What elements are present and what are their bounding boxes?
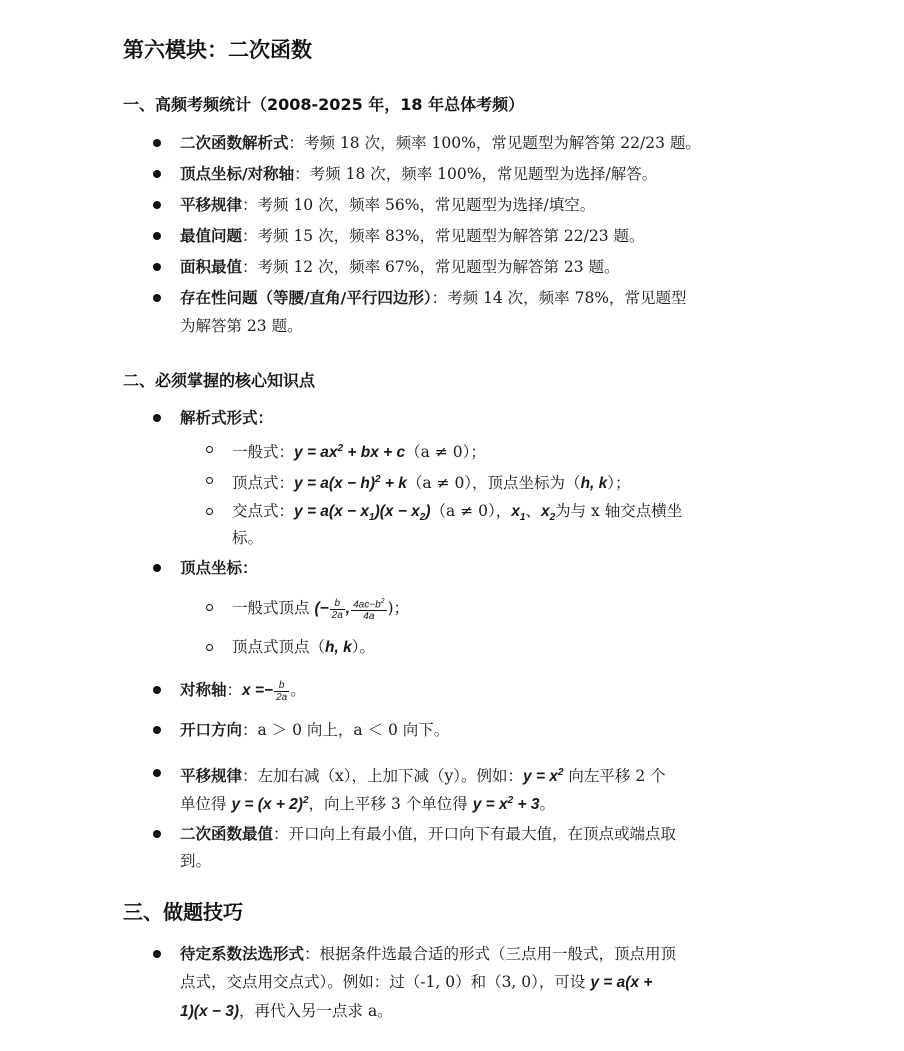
section-heading-techniques: 三、做题技巧 bbox=[123, 900, 243, 924]
bullet-marker bbox=[153, 294, 161, 302]
bullet-marker bbox=[153, 769, 161, 777]
bullet-marker bbox=[153, 263, 161, 271]
list-item-axis: 对称轴：x =− $\frac{b}{2a}$ 。 bbox=[180, 679, 306, 703]
sub-bullet-marker bbox=[206, 604, 213, 611]
list-item-extreme: 二次函数最值：开口向上有最小值，开口向下有最大值，在顶点或端点取 bbox=[180, 825, 677, 843]
list-item-shift: 平移规律：左加右减（x），上加下减（y）。例如：$y = x^2$ 向左平移 2 个 bbox=[180, 767, 666, 786]
bullet-marker bbox=[153, 726, 161, 734]
sub-bullet-marker bbox=[206, 508, 213, 515]
bullet-marker bbox=[153, 564, 161, 572]
list-item-continuation: 到。 bbox=[180, 852, 212, 870]
bullet-marker bbox=[153, 170, 161, 178]
list-item: 面积最值：考频 12 次，频率 67%，常见题型为解答第 23 题。 bbox=[180, 258, 620, 276]
sub-bullet-marker bbox=[206, 446, 213, 453]
list-item-continuation: 点式，交点用交点式）。例如：过（-1, 0）和（3, 0），可设 y = a(x + bbox=[180, 973, 653, 991]
bullet-marker bbox=[153, 414, 161, 422]
list-item-analytic-forms: 解析式形式： bbox=[180, 409, 274, 427]
list-item-vertex-coord: 顶点坐标： bbox=[180, 559, 258, 577]
sub-bullet-marker bbox=[206, 477, 213, 484]
list-item: 最值问题：考频 15 次，频率 83%，常见题型为解答第 22/23 题。 bbox=[180, 227, 645, 245]
sub-item-vertex-form: 顶点式：$y = a(x - h)^2 + k(a \ne 0)$，顶点坐标为（h, k）； bbox=[232, 474, 631, 493]
section-heading-frequency: 一、高频考频统计（2008-2025 年，18 年总体考频） bbox=[123, 95, 525, 114]
list-item: 存在性问题（等腰/直角/平行四边形）：考频 14 次，频率 78%，常见题型 bbox=[180, 289, 687, 307]
fraction-b-over-2a: $\frac{b}{2a}$ bbox=[276, 679, 288, 703]
sub-item-general-vertex: 一般式顶点 (− $\frac{b}{2a}$ , $\frac{4ac-b^2}{4a}$ )； bbox=[232, 597, 410, 623]
list-item-opening: 开口方向：a ＞ 0 向上，a ＜ 0 向下。 bbox=[180, 721, 450, 739]
bullet-marker bbox=[153, 686, 161, 694]
bullet-marker bbox=[153, 950, 161, 958]
bullet-marker bbox=[153, 139, 161, 147]
fraction-neg-b-over-2a: $\frac{b}{2a}$ bbox=[331, 597, 343, 621]
sub-item-continuation: 标。 bbox=[232, 529, 264, 547]
sub-item-intercept-form: 交点式：$y = a(x - x_1)(x - x_2)(a \ne 0)$，$x_1$、$x_2$为与 x 轴交点横坐 bbox=[232, 502, 683, 524]
sub-bullet-marker bbox=[206, 644, 213, 651]
fraction-4ac-minus-b2-over-4a: $\frac{4ac-b^2}{4a}$ bbox=[353, 598, 385, 623]
bullet-marker bbox=[153, 201, 161, 209]
sub-item-vertex-form-vertex: 顶点式顶点（h, k）。 bbox=[232, 638, 375, 656]
list-item: 二次函数解析式：考频 18 次，频率 100%，常见题型为解答第 22/23 题。 bbox=[180, 134, 701, 152]
list-item-continuation: 1)(x − 3)，再代入另一点求 a。 bbox=[180, 1002, 393, 1020]
section-heading-core-knowledge: 二、必须掌握的核心知识点 bbox=[123, 371, 316, 390]
list-item: 平移规律：考频 10 次，频率 56%，常见题型为选择/填空。 bbox=[180, 196, 596, 214]
list-item-continuation: 单位得 $y = (x + 2)^2$，向上平移 3 个单位得 $y = x^2 + 3$。 bbox=[180, 795, 555, 814]
page-title: 第六模块：二次函数 bbox=[123, 38, 312, 62]
list-item-continuation: 为解答第 23 题。 bbox=[180, 317, 303, 335]
list-item: 顶点坐标/对称轴：考频 18 次，频率 100%，常见题型为选择/解答。 bbox=[180, 165, 658, 183]
bullet-marker bbox=[153, 830, 161, 838]
bullet-marker bbox=[153, 232, 161, 240]
sub-item-general-form: 一般式：$y = ax^2$ + bx + c（a ≠ 0）； bbox=[232, 443, 486, 462]
list-item-undetermined-coefficients: 待定系数法选形式：根据条件选最合适的形式（三点用一般式，顶点用顶 bbox=[180, 945, 677, 963]
